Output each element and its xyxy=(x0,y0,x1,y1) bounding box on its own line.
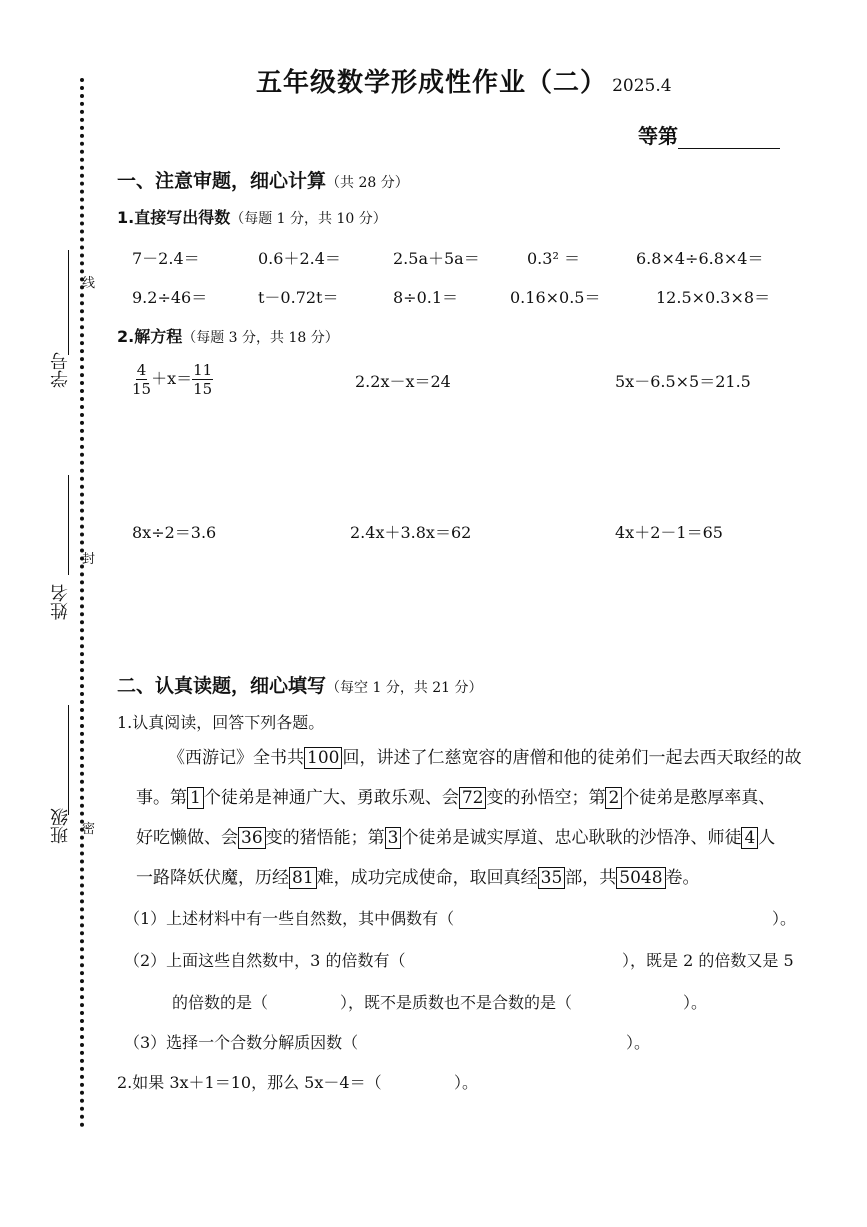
subquestion-1-end: ）。 xyxy=(772,909,797,928)
worksheet-date: 2025.4 xyxy=(612,76,672,96)
equation-4: 8x÷2＝3.6 xyxy=(132,523,217,542)
calc-item: 6.8×4÷6.8×4＝ xyxy=(636,249,764,268)
subquestion-2-middle: ），既是 2 的倍数又是 5 xyxy=(622,951,794,970)
part1-heading xyxy=(117,205,387,228)
subquestion-3-start: （3）选择一个合数分解质因数（ xyxy=(124,1033,359,1052)
question2-start: 2.如果 3x＋1＝10，那么 5x－4＝（ xyxy=(117,1073,382,1092)
section2-heading xyxy=(117,671,483,698)
passage-line-2: 事。第 1 个徒弟是神通广大、勇敢乐观、会 72 变的孙悟空；第 2 个徒弟是憨厚率真、 xyxy=(136,788,776,808)
answer-blank-multiples-of-3[interactable] xyxy=(434,948,619,970)
calc-item: 8÷0.1＝ xyxy=(393,288,459,307)
section1-points: （共 28 分） xyxy=(326,175,409,191)
grade-label: 等第 xyxy=(638,124,678,148)
section2-points: （每空 1 分，共 21 分） xyxy=(326,680,483,696)
class-label: 班级 xyxy=(50,808,71,844)
subquestion-1-start: （1）上述材料中有一些自然数，其中偶数有（ xyxy=(124,909,455,928)
calc-item: t－0.72t＝ xyxy=(258,288,339,307)
boxed-number: 2 xyxy=(605,787,622,809)
calc-item: 0.16×0.5＝ xyxy=(510,288,601,307)
boxed-number: 81 xyxy=(289,867,317,889)
worksheet-title: 五年级数学形成性作业（二） xyxy=(256,68,608,98)
answer-blank-question2[interactable] xyxy=(402,1070,450,1092)
binding-dotted-line xyxy=(80,78,84,1128)
margin-word-xian: 线 xyxy=(82,276,96,291)
boxed-number: 3 xyxy=(385,827,402,849)
subquestion-3-end: ）。 xyxy=(626,1033,651,1052)
boxed-number: 72 xyxy=(459,787,487,809)
fraction: $\frac{11}{15}$ xyxy=(193,361,213,398)
student-number-blank xyxy=(68,250,69,355)
answer-blank-prime-factorization[interactable] xyxy=(392,1030,622,1052)
boxed-number: 4 xyxy=(741,827,758,849)
student-name-label: 姓名 xyxy=(50,584,71,620)
class-blank xyxy=(68,705,69,815)
boxed-number: 36 xyxy=(238,827,266,849)
subquestion-2-start: （2）上面这些自然数中，3 的倍数有（ xyxy=(124,951,406,970)
boxed-number: 5048 xyxy=(616,867,665,889)
equation-1: $\frac{4}{15}$ ＋x＝ $\frac{11}{15}$ xyxy=(132,361,213,398)
fraction: $\frac{4}{15}$ xyxy=(132,361,152,398)
passage-line-3: 好吃懒做、会 36 变的猪悟能；第 3 个徒弟是诚实厚道、忠心耿耿的沙悟净、师徒 4 人 xyxy=(136,828,776,848)
section2-title: 二、认真读题，细心填写 xyxy=(117,675,327,697)
calc-item: 0.3² ＝ xyxy=(527,249,580,268)
part1-title: 1.直接写出得数 xyxy=(117,208,231,227)
equation-5: 2.4x＋3.8x＝62 xyxy=(350,523,472,542)
student-name-blank xyxy=(68,475,69,575)
question1-title: 1.认真阅读，回答下列各题。 xyxy=(117,713,325,732)
part1-points: （每题 1 分，共 10 分） xyxy=(230,211,387,227)
margin-word-mi: 密 xyxy=(82,822,96,837)
boxed-number: 35 xyxy=(538,867,566,889)
boxed-number: 100 xyxy=(304,747,342,769)
question2-end: ）。 xyxy=(454,1073,479,1092)
grade-blank[interactable] xyxy=(678,128,780,149)
calc-item: 2.5a＋5a＝ xyxy=(393,249,480,268)
passage-line-1: 《西游记》全书共 100 回，讲述了仁慈宽容的唐僧和他的徒弟们一起去西天取经的故 xyxy=(168,748,802,768)
answer-blank-neither-prime-nor-composite[interactable] xyxy=(614,990,679,1012)
passage-line-4: 一路降妖伏魔，历经 81 难，成功完成使命，取回真经 35 部，共 5048 卷。 xyxy=(136,868,700,888)
grade-field xyxy=(638,120,780,149)
part2-points: （每题 3 分，共 18 分） xyxy=(182,330,339,346)
subquestion-2-line2-start: 的倍数的是（ xyxy=(172,993,269,1012)
calc-item: 7－2.4＝ xyxy=(132,249,200,268)
part2-title: 2.解方程 xyxy=(117,327,183,346)
subquestion-2-line2-middle: ），既不是质数也不是合数的是（ xyxy=(340,993,573,1012)
equation-3: 5x－6.5×5＝21.5 xyxy=(615,372,751,391)
calc-item: 9.2÷46＝ xyxy=(132,288,208,307)
calc-item: 0.6＋2.4＝ xyxy=(258,249,341,268)
calc-item: 12.5×0.3×8＝ xyxy=(656,288,771,307)
equation-6: 4x＋2－1＝65 xyxy=(615,523,723,542)
margin-word-feng: 封 xyxy=(82,552,96,567)
answer-blank-even-numbers[interactable] xyxy=(480,906,765,928)
section1-heading xyxy=(117,166,409,193)
worksheet-header xyxy=(256,62,672,99)
part2-heading xyxy=(117,324,339,347)
subquestion-2-line2-end: ）。 xyxy=(683,993,708,1012)
equation-2: 2.2x－x＝24 xyxy=(355,372,451,391)
answer-blank-multiples-of-2-and-5[interactable] xyxy=(284,990,334,1012)
student-number-label: 学号 xyxy=(50,352,71,388)
boxed-number: 1 xyxy=(187,787,204,809)
section1-title: 一、注意审题，细心计算 xyxy=(117,170,327,192)
